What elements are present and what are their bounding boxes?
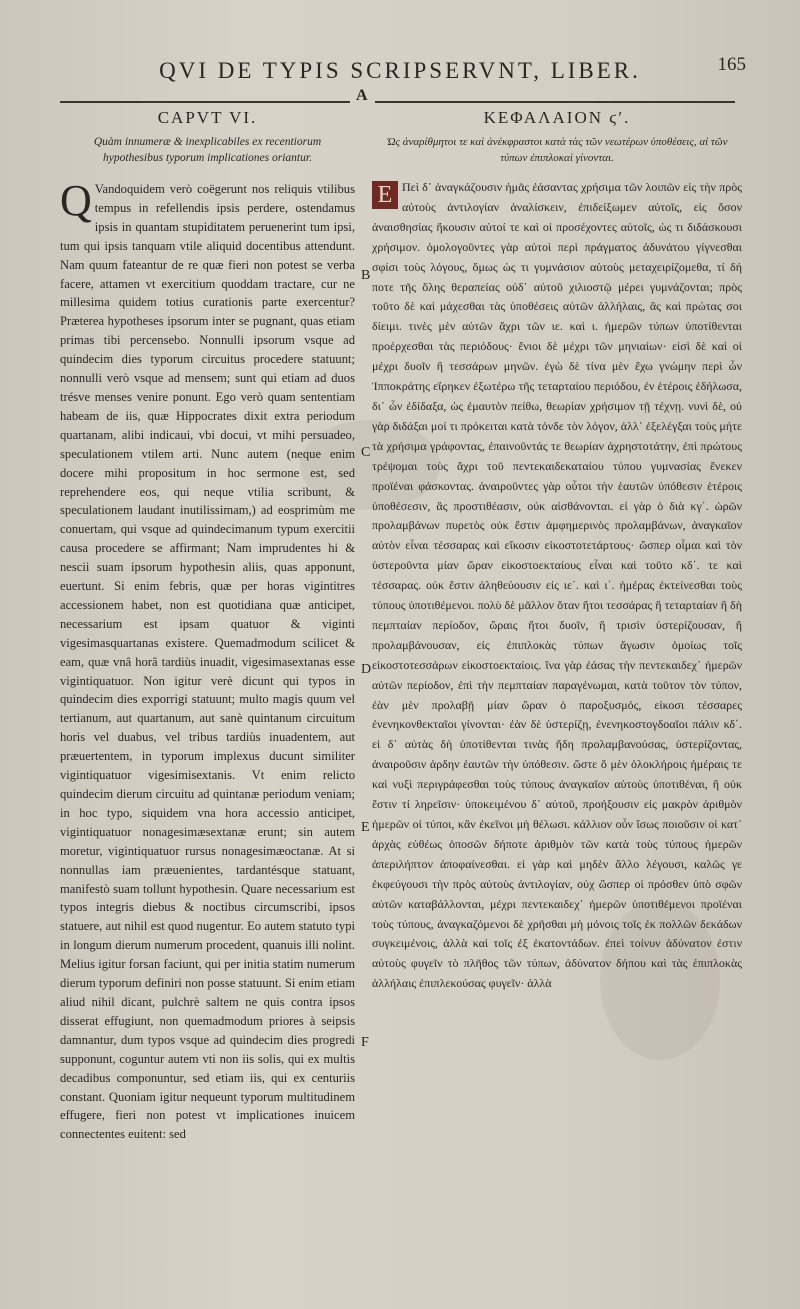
latin-chapter-title: CAPVT VI. [157, 108, 258, 127]
running-head: QVI DE TYPIS SCRIPSERVNT, LIBER. [159, 58, 641, 83]
margin-letter-b: B [361, 268, 371, 283]
latin-body: Vandoquidem verò coëgerunt nos reliquis vtilibus tempus in refellendis ipsis perdere, ostendamus ipsis in quantam stupiditatem peruenerint tum ipsi, tum qui ipsis tanquam vtile aliquid docentibus attendunt. Nam quum fateantur de re quæ fieri non potest se verba facere, attamen vt exercitium quoddam tractare, cur ne millesima quidem totius curationis parte exercentur? Præterea hypotheses ipsorum inter se pugnant, quas etiam primas tibi percensebo. Nonnulli ipsorum vsque ad quindecim dies typorum circuitus procedere statuunt; nonnulli verò vsque ad mensem; sunt qui etiam ad duos trésve menses venire ponunt. Ego verò quam sententiam habeam de iis, quæ Hippocrates dixit extra periodum quartanam, alibi indicaui, vbi docui, vt mihi persuadeo, speculationem vtilem arti. Nunc autem (neque enim docere mihi propositum in hoc sermone est, sed reprehendere eos, qui neque vtilia scribunt, & speculationem laudant inutilissimam,) ad eosprimùm me conuertam, qui vsque ad quindecimanum typum exercitii causa procedere se affirmant; Nam imprudentes hi & nescii suam ipsorum hypothesin aliis, quas apponunt, euertunt. Si enim febris, quæ per horas vigintitres accessionem habet, non est quotidiana quæ anticipet, necessarium est ipsam quatuor & viginti vigesimasquartanas existere. Quemadmodum scilicet & eam, quæ vnâ horâ tardiùs inuadit, vigesimasextanas esse vigintiquatuor. Non igitur verè dicunt qui typos in quindecim dies exporrigi statuunt; multo magis quum vel tertianum, aut quartanum, aut sanè quintanum circuitum horis vel duabus, vel tribus tardiùs inuadentem, aut præuertentem, in typorum implexus ducunt similiter vigintiquatuor vigesimisextanis. Vt enim relicto quindecim dierum circuitu ad quintanæ periodum veniam; in hoc typo, siquidem vna hora accessio anticipet, vigintiquatuor nonagesimæsextanæ erunt; sin autem moretur, vigintiquatuor rursus nonagesimæoctanæ. At si nonnullas iam præuenientes, tardantésque statuant, manifestò suam tollunt hypothesin. Quare necessarium est typos integris diebus & noctibus circumscribi, ipsos statuere, aut nihil est quod nugentur. Eo autem statuto typi in longum dierum numerum procedent, quanuis illi nolint. Melius igitur forsan faciunt, qui per initia statim numerum dierum typorum definiri non posse statuunt. Si enim etiam aliud nihil dicant, pulchrè saltem ne quis contra ipsos disserat effugiunt, non quemadmodum priores à seipsis damnantur, dum typos vsque ad quindecim dies progredi supponunt, coguntur autem vti non iis solis, qui ex multis decadibus componuntur, sed etiam iis, qui ex centuriis constant. Quoniam igitur nequeunt typorum multitudinem effugere, fieri non potest vt implicationes inuicem connectentes euitent: sed [60, 182, 355, 1142]
margin-letter-d: D [361, 662, 372, 677]
signature-mark: A [356, 87, 368, 104]
greek-body: Πεὶ δ᾽ ἀναγκάζουσιν ἡμᾶς ἐάσαντας χρήσιμα τῶν λοιπῶν εἰς τὴν πρὸς αὐτοὺς ἀντιλογίαν ἀναλίσκειν, ἐπιδείξωμεν αὐτοῖς, εἰς ὅσον ἀναισθησίας ἥκουσιν αὐτοί τε καὶ οἱ προσέχοντες αὐτοῖς, ὡς τι διδάσκουσι χρήσιμον. ὁμολογοῦντες γὰρ αὐτοὶ περὶ πράγματος ἀδυνάτου γίγνεσθαι σφίσι τοὺς λόγους, ὅμως ὡς τι γυμνάσιον αὐτοὺς μεταχειρίζομεθα, τί δή ποτε τῆς ὅλης θεραπείας οὐδ᾽ αὐτοῦ χιλιοστῷ μέρει γυμνάζονται; πρὸς τοῦτο δὲ καὶ μάχεσθαι τὰς ὑποθέσεις αὐτῶν ἀλλήλαις, ἃς καὶ πρώτας σοι δίειμι. τινὲς μὲν αὐτῶν ἄχρι τῶν ιε. καὶ ι. ἡμερῶν τύπων ὑποτίθενται προέρχεσθαι τὰς περιόδους· ἔνιοι δὲ μέχρι τῶν μηνιαίων· εἰσὶ δὲ καὶ οἱ μέχρι δυοῖν ἢ τεσσάρων μηνῶν. ἐγὼ δὲ τίνα μὲν ἔχω γνώμην περὶ ὧν Ἱπποκράτης εἴρηκεν ἐξωτέρω τῆς τεταρταίου περιόδου, ἐν ἑτέροις ἐδήλωσα, δι᾽ ὧν ἐδίδαξα, ὡς ἐμαυτὸν πείθω, θεωρίαν χρήσιμον τῇ τέχνῃ. νυνὶ δὲ, οὐ γὰρ διδάξαι μοί τι πρόκειται κατὰ τόνδε τὸν λόγον, ἀλλ᾽ ἐξελέγξαι τοὺς μήτε τὰ χρήσιμα γράφοντας, ἐπαινοῦντάς τε θεωρίαν ἀχρηστοτάτην, ἐπὶ πρώτους τρέψομαι τοὺς ἄχρι τοῦ πεντεκαιδεκαταίου τύπου γυμνασίας ἕνεκεν προϊέναι φάσκοντας. ἀναιροῦντες γὰρ οὗτοι τὴν ἑαυτῶν ὑπόθεσιν ἑτέροις ὑποθέσεσιν, ἃς προστιθέασιν, οὐκ αἰσθάνονται. εἰ γὰρ ὁ διὰ κγ΄. ὡρῶν προλαμβάνων πυρετὸς οὐκ ἔστιν ἀμφημερινὸς προλαμβάνων, ἀναγκαῖον αὐτὸν εἶναι τέσσαρας καὶ εἴκοσιν εἰκοστοτετάρτους· ὥσπερ οἶμαι καὶ τὸν ὑστεροῦντα μίαν ὥραν εἰκοστοεκταίους εἶναι καὶ τοῦτο κδ΄. τε καὶ τέσσαρας. οὐκ ἔστιν ἀληθεύουσιν εἰς ιε΄. καὶ ι΄. ἡμέρας ἐκτείνεσθαι τοὺς τύπους ὑποτιθέμενοι. πολὺ δὲ μᾶλλον ὅταν ἤτοι τεσσάρας ἢ τεταρταίαν ἢ δὴ πεμπταίαν περίοδον, ὥραις ἤτοι δυοῖν, ἢ τρισὶν ὑστερίζουσαν, ἢ προλαμβάνουσαν, εἰς ἐπιπλοκὰς τύπων ἄγωσιν ὁμοίως τοῖς εἰκοστοτεσσάρων εἰκοστοεκταίοις. ἵνα γὰρ ἐάσας τὴν πεντεκαιδεχ᾽ ἡμερῶν αὐτῶν περίοδον, ἐπὶ τὴν πεμπταίαν παραγένωμαι, κατὰ τοῦτον τὸν τύπον, ἐὰν μὲν προλαβῇ μίαν ὥραν ὁ παροξυσμός, εἰκοσι τέσσαρες ἐνενηκονθεκταῖοι γίνονται· ἐὰν δὲ ὑστερίζῃ, ἐνενηκοστογδοαῖοι πάλιν κδ΄. εἰ δ᾽ αὐτὰς δὴ ὑποτίθενται τινὰς ἤδη προλαμβανούσας, ὑστερίζοντας, ἀναιροῦσιν ἀρδην ἑαυτῶν τὴν ὑπόθεσιν. ὥστε ὅ μὲν ὁλοκλήροις ἡμέραις τε καὶ νυξὶ περιγράφεσθαι τοὺς τύπους ἀναγκαῖον αὐτοὺς ὑποτιθέναι, ἢ οὐκ ἔστιν τί ληρεῖσιν· ὑποκειμένου δ᾽ αὐτοῦ, προήξουσιν εἰς μακρὸν ἀριθμὸν ἡμερῶν οἱ τύποι, κἂν ἐκεῖνοι μὴ θέλωσι. κάλλιον οὖν ἴσως ποιοῦσιν οἱ κατ᾽ ἀρχὰς εὐθέως ὁποσῶν δήποτε ἀριθμὸν τῶν κατὰ τοὺς τύπους ἡμερῶν ἀπεριλήπτον ἀποφαίνεσθαι. εἰ γὰρ καὶ μηδὲν ἄλλο λέγουσι, καλῶς γε ἐκφεύγουσι τὴν πρὸς αὐτοὺς ἀντιλογίαν, οὐχ ὥσπερ οἱ πρόσθεν ὑπὸ σφῶν αὐτῶν καταβάλλονται, μέχρι πεντεκαιδεχ᾽ ἡμερῶν ὑποτιθέμενοι προϊέναι τοὺς τύπους, ἀναγκαζόμενοι δὲ χρῆσθαι μὴ μόνοις τοῖς ἐκ πολλῶν δεκάδων συγκειμένοις, ἀλλὰ καὶ τοῖς ἐξ ἑκατοντάδων. ἐπεὶ τοίνυν ἀδύνατον ἐστιν αὐτοὺς φυγεῖν τὸ πλῆθος τῶν τύπων, ἀδύνατον δήπου καὶ τὰς ἐπιπλοκὰς ἀλλήλαις ἐπιπλεκούσας φυγεῖν· ἀλλὰ [372, 180, 742, 991]
latin-drop-cap: Q [60, 176, 92, 225]
margin-letter-c: C [361, 445, 371, 460]
greek-body-text [372, 178, 742, 994]
margin-letter-f: F [361, 1035, 369, 1050]
header-rule-left [60, 101, 350, 103]
latin-body-text [60, 176, 355, 1144]
greek-drop-cap: Ε [372, 181, 398, 209]
greek-chapter-title: ΚΕΦΑΛΑΙΟΝ ϛʹ. [483, 108, 631, 127]
greek-column [372, 108, 742, 994]
page-number: 165 [717, 54, 746, 75]
header-rule-right [375, 101, 735, 103]
latin-column [60, 108, 355, 1144]
margin-letter-e: E [361, 820, 370, 835]
latin-chapter-summary: Quàm innumeræ & inexplicabiles ex recentiorum hypothesibus typorum implicationes oriantur. [93, 136, 322, 164]
greek-chapter-summary: Ὡς ἀναρίθμητοι τε καὶ ἀνέκφραστοι κατὰ τὰς τῶν νεωτέρων ὑποθέσεις, αἱ τῶν τύπων ἐπιπλοκαὶ γίνονται. [386, 136, 728, 164]
